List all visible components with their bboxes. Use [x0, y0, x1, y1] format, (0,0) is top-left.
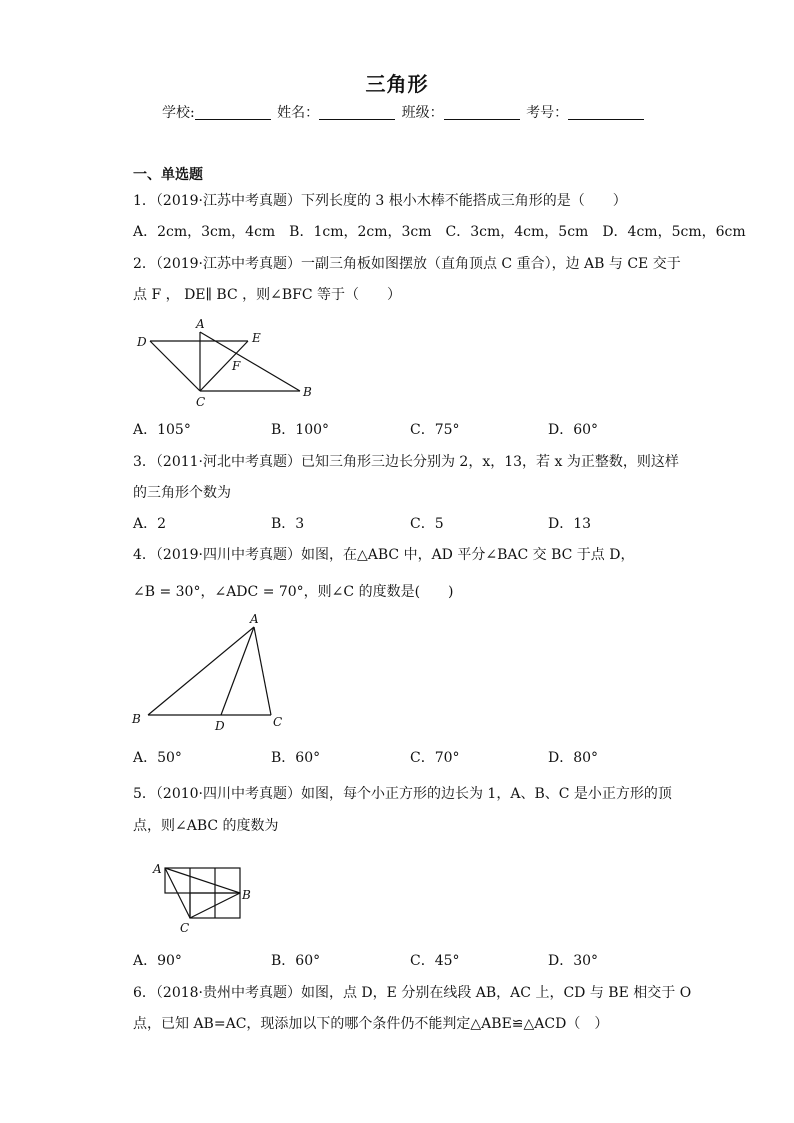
q5-stem-line1: 5．（2010·四川中考真题）如图，每个小正方形的边长为 1，A、B、C 是小正方形的顶 [133, 786, 672, 802]
class-blank[interactable] [444, 105, 520, 120]
q4-label-b: B [132, 712, 141, 726]
exam-no-blank[interactable] [568, 105, 644, 120]
class-label: 班级： [401, 105, 444, 121]
q4-label-c: C [273, 715, 283, 729]
q4-option-a[interactable]: A．50° [133, 750, 182, 766]
q5-option-c[interactable]: C．45° [410, 953, 460, 969]
q1-options: A．2cm，3cm，4cm B．1cm，2cm，3cm C．3cm，4cm，5cm D．4cm，5cm，6cm [133, 224, 746, 240]
q4-option-d[interactable]: D．80° [548, 750, 599, 766]
school-blank[interactable] [195, 105, 271, 120]
section-title: 一、单选题 [133, 167, 203, 183]
q5-label-c: C [180, 921, 190, 935]
page-title: 三角形 [365, 72, 429, 96]
q4-label-a: A [250, 612, 259, 626]
q5-label-a: A [153, 862, 162, 876]
q4-segment-ac [254, 627, 271, 715]
name-blank[interactable] [319, 105, 395, 120]
exam-no-label: 考号： [526, 105, 569, 121]
q5-stem-line2: 点，则∠ABC 的度数为 [133, 818, 279, 834]
name-label: 姓名： [277, 105, 320, 121]
q2-label-f: F [232, 359, 241, 373]
q2-label-a: A [196, 317, 205, 331]
q4-label-d: D [215, 719, 225, 733]
q5-option-b[interactable]: B．60° [271, 953, 321, 969]
q2-option-d[interactable]: D．60° [548, 422, 599, 438]
q5-grid-figure [150, 858, 260, 938]
q5-option-a[interactable]: A．90° [133, 953, 182, 969]
q3-stem-line1: 3．（2011·河北中考真题）已知三角形三边长分别为 2，x，13，若 x 为正整数，则这样 [133, 454, 679, 470]
q5-option-d[interactable]: D．30° [548, 953, 599, 969]
q2-figure [130, 312, 330, 412]
q3-option-d[interactable]: D．13 [548, 516, 592, 532]
q2-segment-ec [200, 341, 248, 391]
student-info-line [162, 102, 646, 122]
q4-stem-line1: 4．（2019·四川中考真题）如图，在△ABC 中，AD 平分∠BAC 交 BC 于点 D， [133, 547, 635, 563]
q6-stem-line2: 点，已知 AB=AC，现添加以下的哪个条件仍不能判定△ABE≌△ACD（ ） [133, 1016, 609, 1032]
q2-label-b: B [303, 385, 312, 399]
q2-label-c: C [196, 395, 206, 409]
q4-option-c[interactable]: C．70° [410, 750, 460, 766]
q5-label-b: B [242, 888, 251, 902]
q2-stem-line2: 点 F ， DE∥ BC ，则∠BFC 等于（ ） [133, 287, 402, 303]
q6-stem-line1: 6．（2018·贵州中考真题）如图，点 D，E 分别在线段 AB，AC 上，CD 与 BE 相交于 O [133, 985, 692, 1001]
q4-figure [128, 612, 298, 737]
q3-stem-line2: 的三角形个数为 [133, 485, 231, 501]
q2-label-e: E [252, 331, 261, 345]
q4-stem-line2: ∠B = 30°，∠ADC = 70°，则∠C 的度数是( ) [133, 584, 454, 600]
q3-option-b[interactable]: B．3 [271, 516, 305, 532]
q2-option-c[interactable]: C．75° [410, 422, 460, 438]
q2-label-d: D [137, 335, 147, 349]
q4-option-b[interactable]: B．60° [271, 750, 321, 766]
school-label: 学校: [162, 105, 195, 121]
q3-option-a[interactable]: A．2 [133, 516, 167, 532]
q2-option-a[interactable]: A．105° [133, 422, 191, 438]
q2-segment-dc [150, 341, 200, 391]
q1-stem: 1．（2019·江苏中考真题）下列长度的 3 根小木棒不能搭成三角形的是（ ） [133, 193, 627, 209]
q2-option-b[interactable]: B．100° [271, 422, 330, 438]
q2-stem-line1: 2．（2019·江苏中考真题）一副三角板如图摆放（直角顶点 C 重合），边 AB 与 CE 交于 [133, 256, 681, 272]
q3-option-c[interactable]: C．5 [410, 516, 444, 532]
q2-segment-ab [200, 332, 300, 391]
